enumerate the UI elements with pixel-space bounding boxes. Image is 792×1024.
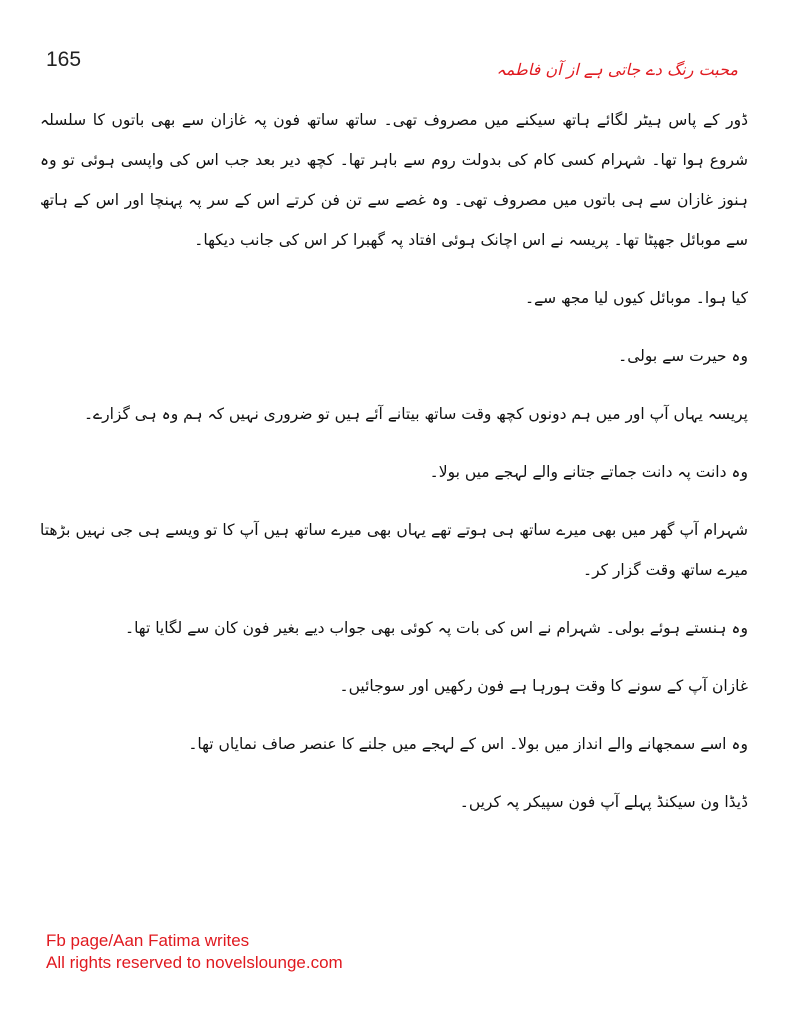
paragraph: پریسہ یہاں آپ اور میں ہم دونوں کچھ وقت ساتھ بیتانے آئے ہیں تو ضروری نہیں کہ ہم وہ ہی گزارے۔: [83, 405, 748, 423]
paragraph: غازان آپ کے سونے کا وقت ہورہا ہے فون رکھیں اور سوجائیں۔: [339, 677, 748, 695]
paragraph: کیا ہوا۔ موبائل کیوں لیا مجھ سے۔: [524, 289, 748, 307]
page-number: 165: [46, 48, 82, 71]
paragraph: وہ دانت پہ دانت جماتے جتانے والے لہجے میں بولا۔: [429, 463, 748, 481]
body-text: [40, 100, 748, 822]
footer-fb-page: Fb page/Aan Fatima writes: [46, 931, 250, 950]
footer: [46, 930, 343, 974]
footer-copyright: All rights reserved to novelslounge.com: [46, 953, 343, 972]
paragraph: وہ اسے سمجھانے والے انداز میں بولا۔ اس کے لہجے میں جلنے کا عنصر صاف نمایاں تھا۔: [188, 735, 748, 753]
running-title: محبت رنگ دے جاتی ہے از آن فاطمہ: [496, 60, 738, 79]
paragraph: ڈور کے پاس ہیٹر لگائے ہاتھ سیکنے میں مصروف تھی۔ ساتھ ساتھ فون پہ غازان سے بھی باتوں کا سلسلہ شروع ہوا تھا۔ شہرام کسی کام کی بدولت روم سے باہر تھا۔ کچھ دیر بعد جب اس کی واپسی ہوئی تو وہ ہنوز غازان سے ہی باتوں میں مصروف تھی۔ وہ غصے سے تن فن کرتے اس کے سر پہ پہنچا اور اس کے ہاتھ سے موبائل جھپٹا تھا۔ پریسہ نے اس اچانک ہوئی افتاد پہ گھبرا کر اس کی جانب دیکھا۔: [40, 111, 748, 249]
paragraph: ڈیڈا ون سیکنڈ پہلے آپ فون سپیکر پہ کریں۔: [459, 793, 748, 811]
paragraph: شہرام آپ گھر میں بھی میرے ساتھ ہی ہوتے تھے یہاں بھی میرے ساتھ ہیں آپ کا تو ویسے ہی جی نہیں بڑھتا میرے ساتھ وقت گزار کر۔: [40, 521, 748, 579]
paragraph: وہ حیرت سے بولی۔: [618, 347, 748, 365]
paragraph: وہ ہنستے ہوئے بولی۔ شہرام نے اس کی بات پہ کوئی بھی جواب دیے بغیر فون کان سے لگایا تھا۔: [125, 619, 748, 637]
